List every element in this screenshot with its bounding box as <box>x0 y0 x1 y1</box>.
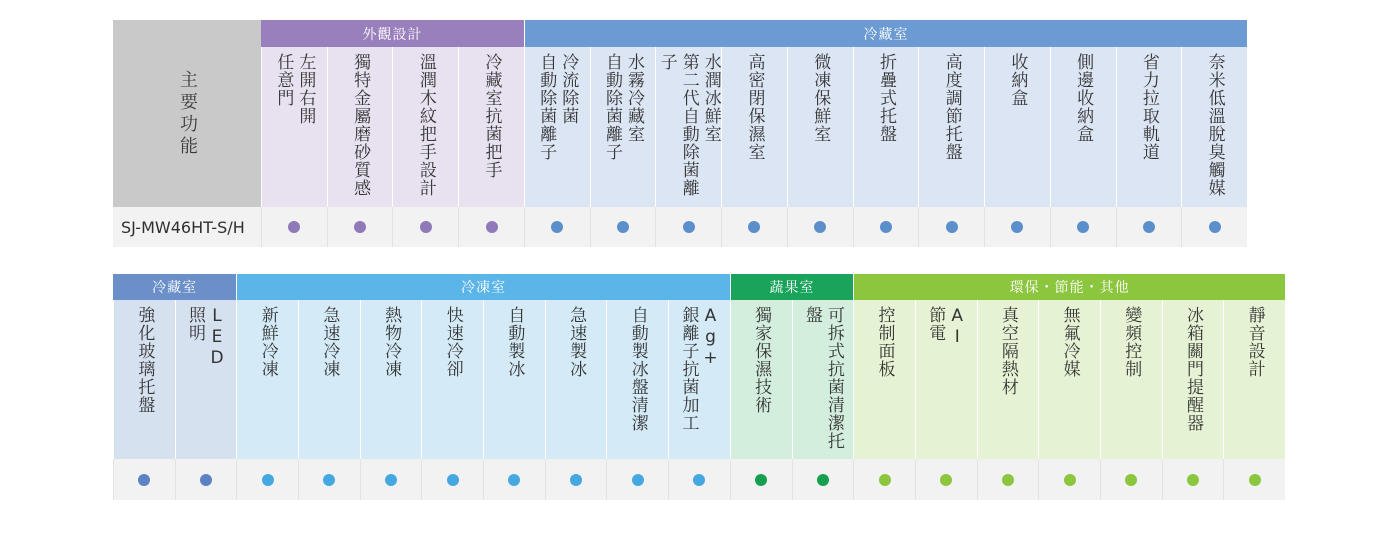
feature-dot-icon <box>1209 221 1221 233</box>
feature-dot-icon <box>1002 474 1014 486</box>
feature-cell <box>655 47 721 207</box>
feature-dot-icon <box>683 221 695 233</box>
feature-dot-icon <box>814 221 826 233</box>
availability-cell <box>298 459 360 500</box>
feature-label: 急速製冰 <box>566 306 587 378</box>
feature-dot-icon <box>755 474 767 486</box>
group-header: 外觀設計 <box>261 20 524 47</box>
feature-dot-icon <box>880 221 892 233</box>
availability-cell <box>392 207 458 247</box>
availability-cell <box>1223 459 1285 500</box>
feature-cell <box>606 300 668 459</box>
feature-dot-icon <box>693 474 705 486</box>
feature-cell <box>787 47 853 207</box>
feature-dot-icon <box>420 221 432 233</box>
feature-label: 折疊式托盤 <box>875 53 896 143</box>
feature-cell <box>545 300 607 459</box>
feature-label: 獨家保濕技術 <box>751 306 772 414</box>
feature-cell <box>421 300 483 459</box>
feature-cell <box>1038 300 1100 459</box>
feature-label: AI 節電 <box>925 306 968 348</box>
feature-dot-icon <box>1249 474 1261 486</box>
availability-cell <box>721 207 787 247</box>
group-header: 冷凍室 <box>236 274 729 300</box>
feature-label: 冰箱關門提醒器 <box>1182 306 1203 432</box>
availability-cell <box>977 459 1039 500</box>
availability-cell <box>327 207 393 247</box>
feature-dot-icon <box>632 474 644 486</box>
feature-dot-icon <box>354 221 366 233</box>
feature-dot-icon <box>323 474 335 486</box>
feature-cell <box>792 300 854 459</box>
feature-label: 真空隔熱材 <box>997 306 1018 396</box>
availability-cell <box>792 459 854 500</box>
feature-dot-icon <box>447 474 459 486</box>
feature-cell <box>721 47 787 207</box>
availability-cell <box>1116 207 1182 247</box>
feature-dot-icon <box>138 474 150 486</box>
feature-cell <box>1223 300 1285 459</box>
feature-cell <box>175 300 237 459</box>
availability-cell <box>787 207 853 247</box>
availability-cell <box>421 459 483 500</box>
feature-cell <box>1181 47 1247 207</box>
feature-dot-icon <box>200 474 212 486</box>
feature-label: LED 照明 <box>185 306 227 369</box>
availability-cell <box>545 459 607 500</box>
feature-label: 水霧冷藏室 自動除菌離子 <box>602 53 645 161</box>
main-features-header <box>113 20 261 207</box>
feature-dot-icon <box>1125 474 1137 486</box>
feature-label: 靜音設計 <box>1244 306 1265 378</box>
feature-cell <box>1050 47 1116 207</box>
feature-label: 熱物冷凍 <box>381 306 402 378</box>
availability-cell <box>360 459 422 500</box>
group-header: 環保・節能・其他 <box>853 274 1285 300</box>
availability-cell <box>1100 459 1162 500</box>
feature-label: 奈米低溫脫臭觸媒 <box>1204 53 1225 197</box>
availability-cell <box>915 459 977 500</box>
feature-cell <box>590 47 656 207</box>
feature-label: 收納盒 <box>1007 53 1028 107</box>
main-features-label: 主要功能 <box>177 69 198 158</box>
feature-cell <box>853 47 919 207</box>
feature-dot-icon <box>817 474 829 486</box>
feature-table-2 <box>113 274 1285 500</box>
availability-cell <box>668 459 730 500</box>
feature-cell <box>915 300 977 459</box>
feature-label: 自動製冰盤清潔 <box>627 306 648 432</box>
feature-label: 溫潤木紋把手設計 <box>415 53 436 197</box>
group-header: 冷藏室 <box>524 20 1247 47</box>
feature-label: 冷流除菌 自動除菌離子 <box>536 53 579 161</box>
feature-dot-icon <box>946 221 958 233</box>
feature-dot-icon <box>617 221 629 233</box>
feature-cell <box>360 300 422 459</box>
feature-label: 無氟冷媒 <box>1059 306 1080 378</box>
feature-label: 側邊收納盒 <box>1073 53 1094 143</box>
feature-dot-icon <box>385 474 397 486</box>
availability-cell <box>261 207 327 247</box>
feature-label: 新鮮冷凍 <box>257 306 278 378</box>
feature-cell <box>853 300 915 459</box>
feature-dot-icon <box>1187 474 1199 486</box>
feature-cell <box>1116 47 1182 207</box>
feature-cell <box>918 47 984 207</box>
feature-cell <box>730 300 792 459</box>
feature-cell <box>483 300 545 459</box>
availability-cell <box>1038 459 1100 500</box>
availability-cell <box>853 459 915 500</box>
feature-dot-icon <box>1077 221 1089 233</box>
availability-cell <box>113 459 175 500</box>
feature-label: 可拆式抗菌清潔托盤 <box>801 306 844 450</box>
feature-label: 自動製冰 <box>504 306 525 378</box>
feature-dot-icon <box>288 221 300 233</box>
availability-cell <box>236 459 298 500</box>
feature-cell <box>1100 300 1162 459</box>
feature-dot-icon <box>1143 221 1155 233</box>
feature-cell <box>236 300 298 459</box>
feature-cell <box>327 47 393 207</box>
feature-label: 水潤冰鮮室 第二代自動除菌離子 <box>656 53 721 197</box>
availability-cell <box>853 207 919 247</box>
feature-cell <box>984 47 1050 207</box>
feature-cell <box>298 300 360 459</box>
feature-cell <box>261 47 327 207</box>
availability-cell <box>730 459 792 500</box>
availability-cell <box>458 207 524 247</box>
feature-cell <box>1162 300 1224 459</box>
feature-label: 強化玻璃托盤 <box>134 306 155 414</box>
group-header: 冷藏室 <box>113 274 236 300</box>
feature-dot-icon <box>486 221 498 233</box>
feature-dot-icon <box>879 474 891 486</box>
feature-label: 變頻控制 <box>1121 306 1142 378</box>
feature-cell <box>458 47 524 207</box>
feature-label: 高度調節托盤 <box>941 53 962 161</box>
availability-cell <box>524 207 590 247</box>
availability-cell <box>655 207 721 247</box>
feature-label: 冷藏室抗菌把手 <box>481 53 502 179</box>
feature-dot-icon <box>508 474 520 486</box>
availability-cell <box>984 207 1050 247</box>
availability-cell <box>1050 207 1116 247</box>
feature-dot-icon <box>1011 221 1023 233</box>
availability-cell <box>918 207 984 247</box>
availability-cell <box>590 207 656 247</box>
feature-label: Ag+ 銀離子抗菌加工 <box>678 306 721 432</box>
availability-cell <box>483 459 545 500</box>
feature-cell <box>668 300 730 459</box>
model-name: SJ-MW46HT-S/H <box>113 207 261 247</box>
feature-cell <box>392 47 458 207</box>
feature-label: 微凍保鮮室 <box>810 53 831 143</box>
availability-cell <box>606 459 668 500</box>
feature-label: 控制面板 <box>874 306 895 378</box>
feature-dot-icon <box>1064 474 1076 486</box>
group-header: 蔬果室 <box>730 274 853 300</box>
feature-label: 高密閉保濕室 <box>744 53 765 161</box>
feature-label: 急速冷凍 <box>319 306 340 378</box>
feature-table-1 <box>113 20 1247 247</box>
feature-cell <box>113 300 175 459</box>
feature-label: 省力拉取軌道 <box>1138 53 1159 161</box>
feature-dot-icon <box>551 221 563 233</box>
availability-cell <box>1181 207 1247 247</box>
feature-dot-icon <box>940 474 952 486</box>
feature-dot-icon <box>570 474 582 486</box>
feature-label: 左開右開 任意門 <box>273 53 316 125</box>
availability-cell <box>1162 459 1224 500</box>
feature-dot-icon <box>262 474 274 486</box>
availability-cell <box>175 459 237 500</box>
feature-label: 獨特金屬磨砂質感 <box>350 53 371 197</box>
feature-cell <box>977 300 1039 459</box>
feature-label: 快速冷卻 <box>442 306 463 378</box>
feature-cell <box>524 47 590 207</box>
feature-dot-icon <box>748 221 760 233</box>
